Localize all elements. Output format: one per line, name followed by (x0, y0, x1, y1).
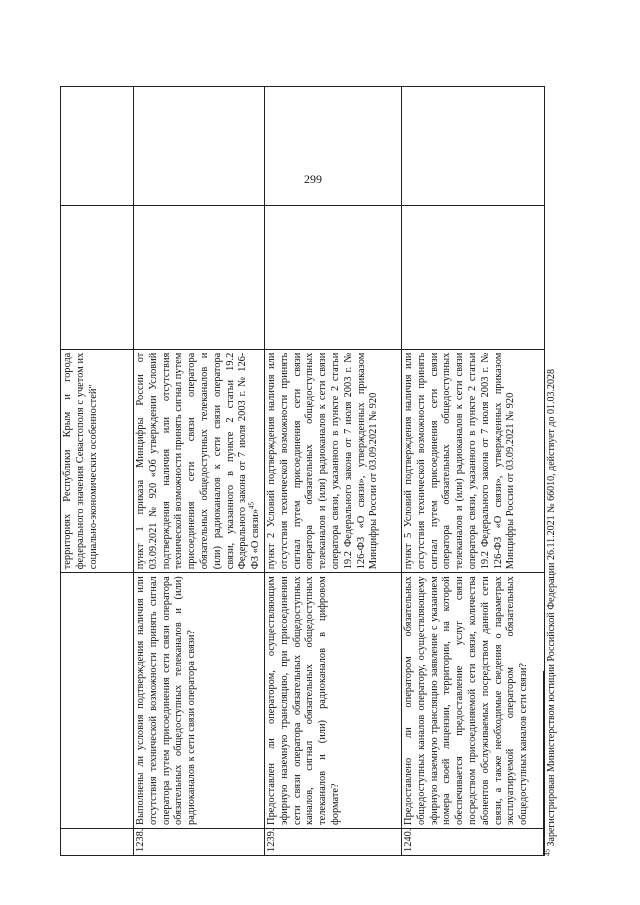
legal-basis-cell: пункт 5 Условий подтверждения наличия или отсутствия технической возможности принять сигнал путем присоединения сети связи оператора обязательных общедоступных телеканалов и (или) радиоканалов к сети связи оператора связи, указанного в пункте 2 статьи 19.2 Федерального закона от 7 июля 2003 г. № 126-ФЗ «О связи», утвержденных приказом Минцифры России от 03.09.2021 № 920 (401, 349, 544, 573)
footnote-divider (543, 671, 544, 856)
answer-cell (264, 206, 401, 349)
note-cell (401, 87, 544, 206)
page-number: 299 (304, 172, 322, 186)
row-number: 1239. (264, 828, 401, 855)
note-cell (61, 87, 134, 206)
table-row (134, 87, 265, 856)
rotated-page-body (60, 86, 560, 856)
question-cell: Предоставлен ли оператором, осуществляющим эфирную наземную трансляцию, при присоединении сети связи оператора обязательных общедоступных каналов, сигнал обязательных общедоступных телеканалов и (или) радиоканалов в цифровом формате? (264, 573, 401, 829)
question-cell: Предоставлено ли оператором обязательных общедоступных каналов оператору, осуществляющему эфирную наземную трансляцию заявление с указанием номера своей лицензии, территории, на которой обеспечивается предоставление услуг связи посредством присоединяемой сети связи, количества абонентов обслуживаемых посредством данной сети связи, а также необходимые сведения о параметрах эксплуатируемой оператором обязательных общедоступных каналов сети связи? (401, 573, 544, 829)
note-cell (134, 87, 265, 206)
footnote (543, 86, 558, 856)
question-cell (61, 573, 134, 829)
question-cell: Выполнены ли условия подтверждения наличия или отсутствия технической возможности принять сигнал оператора путем присоединения сети связи оператора обязательных общедоступных телеканалов и (или) радиоканалов к сети связи оператора связи? (134, 573, 265, 829)
legal-basis-cell: территориях Республики Крым и города федерального значения Севастополя с учетом их социально-экономических особенностей" (61, 349, 134, 573)
requirements-table (60, 86, 545, 856)
footnote-marker: 45 (543, 849, 552, 856)
row-number (61, 828, 134, 855)
legal-basis-text: пункт 1 приказа Минцифры России от 03.09.2021 № 920 «Об утверждении Условий подтверждения наличия или отсутствия технической возможности принять сигнал путем присоединения сети связи оператора обязательных общедоступных телеканалов и (или) радиоканалов к сети связи оператора связи, указанного в пункте 2 статьи 19.2 Федерального закона от 7 июля 2003 г. № 126-ФЗ «О связи» (135, 352, 262, 570)
table-row (401, 87, 544, 856)
answer-cell (401, 206, 544, 349)
row-number: 1240. (401, 828, 544, 855)
footnote-ref: 45 (247, 501, 256, 509)
table-row (264, 87, 401, 856)
legal-basis-cell (134, 349, 265, 573)
note-cell (264, 87, 401, 206)
answer-cell (134, 206, 265, 349)
table-row (61, 87, 134, 856)
legal-basis-cell: пункт 2 Условий подтверждения наличия или отсутствия технической возможности принять сигнал путем присоединения сети связи оператора обязательных общедоступных телеканалов и (или) радиоканалов к сети связи оператора связи, указанного в пункте 2 статьи 19.2 Федерального закона от 7 июля 2003 г. № 126-ФЗ «О связи», утвержденных приказом Минцифры России от 03.09.2021 № 920 (264, 349, 401, 573)
footnote-text: Зарегистрирован Министерством юстиции Российской Федерации 26.11.2021 № 66010, действует до 01.03.2028 (546, 369, 557, 847)
answer-cell (61, 206, 134, 349)
row-number: 1238. (134, 828, 265, 855)
